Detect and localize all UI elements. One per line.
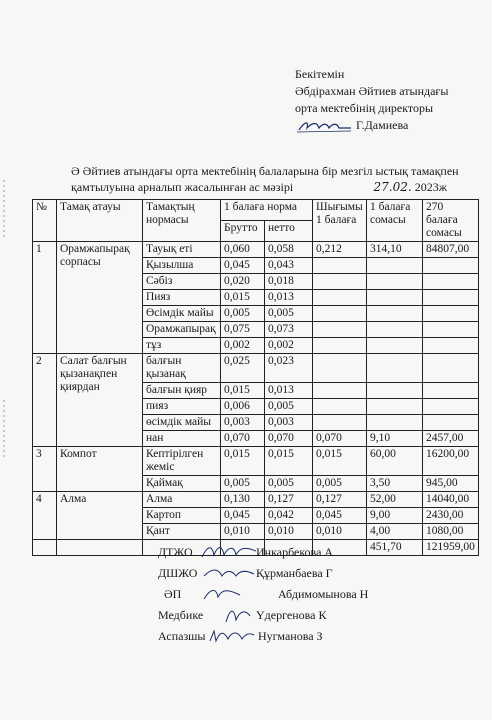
signature-row [158,584,369,605]
title-line-1: Ә Әйтиев атындағы орта мектебінің балаларына бір мезгіл ыстық тамақпен [71,164,459,178]
signature-name: Үдергенова К [256,608,327,622]
cell-consumption [313,258,367,274]
signature-role: Аспазшы [158,629,206,643]
signature-name: Құрманбаева Г [256,566,333,580]
cell-cost [367,354,423,383]
cell-total: 945,00 [423,476,479,492]
cell-net: 0,005 [265,476,313,492]
cell-cost [367,306,423,322]
cell-gross: 0,015 [221,290,265,306]
header-no: № [33,200,57,242]
grand-total: 121959,00 [423,540,479,556]
cell-product: Өсімдік майы [143,306,221,322]
cell-no: 1 [33,242,57,354]
cell-total [423,354,479,383]
binder-hole-marks [2,180,8,240]
approval-title: Бекітемін [295,67,345,81]
signature-role: ДШЖО [158,566,198,580]
table-row [33,492,479,508]
cell-net: 0,005 [265,399,313,415]
cell-product: балғын қияр [143,383,221,399]
cell-no: 2 [33,354,57,447]
header-consumption: Шығымы 1 балаға [313,200,367,242]
header-cost: 1 балаға сомасы [367,200,423,242]
header-dish: Тамақ атауы [57,200,143,242]
cell-cost [367,290,423,306]
cell-cost [367,258,423,274]
cell-total [423,290,479,306]
cell-cost: 3,50 [367,476,423,492]
cell-consumption: 0,070 [313,431,367,447]
signature-role: Медбике [158,608,204,622]
cell-total: 84807,00 [423,242,479,258]
cell-consumption: 0,005 [313,476,367,492]
cell-cost: 60,00 [367,447,423,476]
cell-consumption [313,354,367,383]
cell-consumption: 0,015 [313,447,367,476]
cell-gross: 0,005 [221,476,265,492]
cell-cost [367,322,423,338]
cell-product: Қаймақ [143,476,221,492]
cell-net: 0,015 [265,447,313,476]
signature-role: ДТЖО [158,545,193,559]
cell-empty [57,540,143,556]
cell-gross: 0,130 [221,492,265,508]
cell-gross: 0,045 [221,508,265,524]
binder-hole-marks [2,400,8,460]
header-net: нетто [265,221,313,242]
cell-product: пияз [143,399,221,415]
director-name: Г.Дамиева [356,118,409,132]
cell-dish: Салат балғын қызанақпен қиярдан [57,354,143,447]
cell-total [423,258,479,274]
cell-gross: 0,015 [221,447,265,476]
signature-mark [202,564,256,582]
cell-total: 2457,00 [423,431,479,447]
cell-cost [367,338,423,354]
cell-net: 0,005 [265,306,313,322]
cell-cost [367,383,423,399]
cell-product: Қызылша [143,258,221,274]
header-total: 270 балаға сомасы [423,200,479,242]
approval-block [295,66,448,134]
cell-cost: 52,00 [367,492,423,508]
cell-total: 1080,00 [423,524,479,540]
cell-cost [367,274,423,290]
cell-cost [367,399,423,415]
cell-net: 0,043 [265,258,313,274]
cell-gross: 0,070 [221,431,265,447]
signature-mark [222,606,252,624]
signature-row [158,626,323,647]
header-per-child: 1 балаға норма [221,200,313,221]
cell-net: 0,058 [265,242,313,258]
cell-product: балғын қызанақ [143,354,221,383]
cell-total: 14040,00 [423,492,479,508]
cell-cost: 9,10 [367,431,423,447]
cell-product: Пияз [143,290,221,306]
cell-total [423,383,479,399]
cell-gross: 0,005 [221,306,265,322]
cell-net: 0,018 [265,274,313,290]
cell-product: Тауық еті [143,242,221,258]
cell-consumption [313,399,367,415]
cell-total [423,399,479,415]
cell-consumption [313,274,367,290]
cell-consumption: 0,010 [313,524,367,540]
table-row [33,447,479,476]
cell-product: Картоп [143,508,221,524]
cell-product: тұз [143,338,221,354]
cell-total [423,306,479,322]
cell-net: 0,127 [265,492,313,508]
menu-table [32,199,479,556]
cell-consumption [313,290,367,306]
date-year: 2023ж [414,180,447,194]
cell-cost: 4,00 [367,524,423,540]
cell-total [423,338,479,354]
cell-consumption: 0,212 [313,242,367,258]
cell-total [423,415,479,431]
cell-product: Қант [143,524,221,540]
cell-gross: 0,075 [221,322,265,338]
cell-consumption [313,322,367,338]
cell-net: 0,013 [265,290,313,306]
header-norm: Тамақтың нормасы [143,200,221,242]
cell-total: 2430,00 [423,508,479,524]
approval-school: Әбдірахман Әйтиев атындағы [295,84,449,98]
cell-gross: 0,045 [221,258,265,274]
cell-gross: 0,010 [221,524,265,540]
cell-product: Алма [143,492,221,508]
cell-net: 0,003 [265,415,313,431]
cell-gross: 0,002 [221,338,265,354]
cell-net: 0,023 [265,354,313,383]
cell-dish: Алма [57,492,143,540]
director-signature [295,119,353,133]
cell-net: 0,042 [265,508,313,524]
signature-row [158,563,333,584]
cell-consumption: 0,127 [313,492,367,508]
approval-signature-line [295,117,448,134]
cell-cost: 314,10 [367,242,423,258]
approval-position: орта мектебінің директоры [295,101,434,115]
signature-name: Абдимомынова Н [278,587,369,601]
signature-name: Инкарбекова А [256,545,334,559]
cell-consumption [313,338,367,354]
cell-gross: 0,003 [221,415,265,431]
cell-no: 4 [33,492,57,540]
cell-consumption: 0,045 [313,508,367,524]
cell-net: 0,073 [265,322,313,338]
signature-mark [208,627,256,645]
cell-consumption [313,306,367,322]
cell-product: Орамжапырақ [143,322,221,338]
cell-dish: Орамжапырақ сорпасы [57,242,143,354]
cell-consumption [313,383,367,399]
cell-gross: 0,015 [221,383,265,399]
title-line-2: қамтылуына арналып жасалынған ас мәзірі [71,180,294,194]
cell-product: Кептірілген жеміс [143,447,221,476]
table-row [33,242,479,258]
header-gross: Брутто [221,221,265,242]
signature-row [158,605,327,626]
total-cost: 451,70 [367,540,423,556]
signatures-block [158,542,369,647]
date-handwritten: 27.02. [373,180,412,194]
cell-cost: 9,00 [367,508,423,524]
cell-total [423,274,479,290]
signature-name: Нугманова З [258,629,323,643]
cell-net: 0,013 [265,383,313,399]
cell-net: 0,002 [265,338,313,354]
cell-cost [367,415,423,431]
document-title [71,163,461,195]
cell-empty [33,540,57,556]
cell-no: 3 [33,447,57,492]
cell-product: өсімдік майы [143,415,221,431]
signature-row [158,542,334,563]
cell-consumption [313,415,367,431]
cell-total: 16200,00 [423,447,479,476]
signature-mark [202,585,242,603]
cell-gross: 0,006 [221,399,265,415]
cell-gross: 0,020 [221,274,265,290]
cell-dish: Компот [57,447,143,492]
signature-role: ӘП [164,587,182,601]
cell-gross: 0,060 [221,242,265,258]
cell-gross: 0,025 [221,354,265,383]
cell-net: 0,070 [265,431,313,447]
document-date [374,179,447,195]
cell-product: Сәбіз [143,274,221,290]
cell-total [423,322,479,338]
table-row [33,354,479,383]
menu-table-body [33,242,479,556]
cell-product: нан [143,431,221,447]
signature-mark [200,543,258,561]
cell-net: 0,010 [265,524,313,540]
